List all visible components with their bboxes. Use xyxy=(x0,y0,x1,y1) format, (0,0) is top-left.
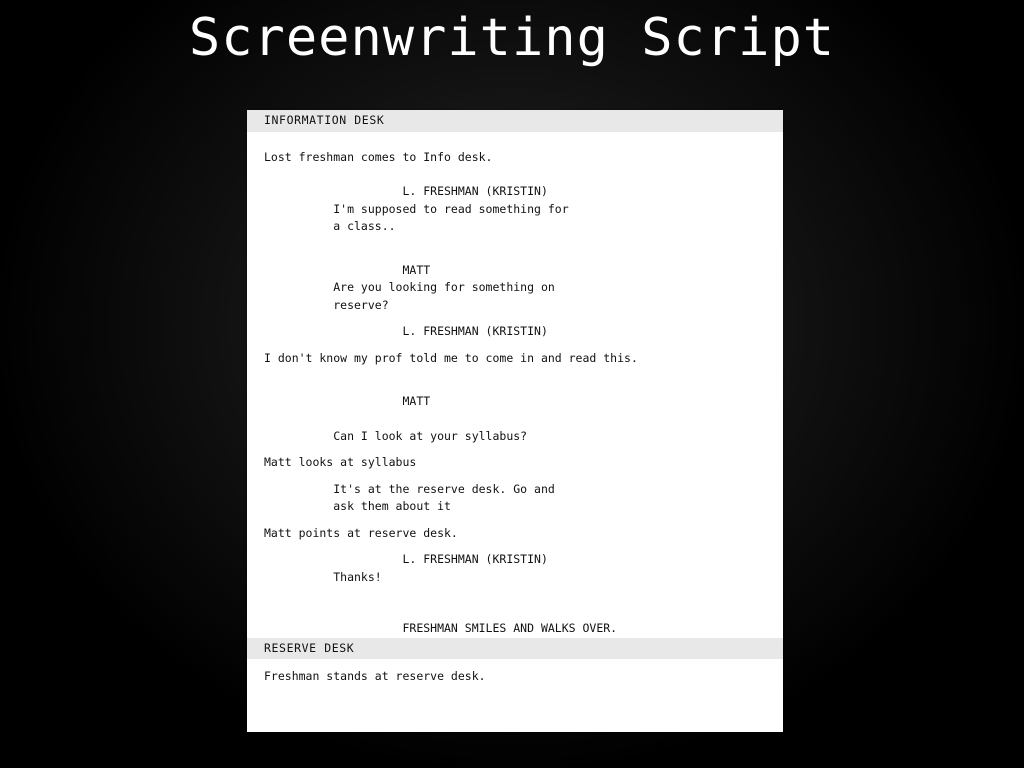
character-cue: FRESHMAN SMILES AND WALKS OVER. xyxy=(264,621,618,635)
spacer xyxy=(247,542,783,551)
character-cue: MATT xyxy=(264,262,431,277)
spacer xyxy=(247,341,783,350)
spacer xyxy=(247,472,783,481)
dialogue-line: It's at the reserve desk. Go and xyxy=(264,481,555,496)
character-cue: L. FRESHMAN (KRISTIN) xyxy=(264,552,548,566)
action-line: Matt points at reserve desk. xyxy=(264,525,458,540)
spacer xyxy=(247,132,783,149)
dialogue-line: reserve? xyxy=(264,297,389,312)
spacer xyxy=(247,445,783,454)
dialogue-line: Can I look at your syllabus? xyxy=(264,428,528,443)
dialogue-line: Thanks! xyxy=(264,569,382,584)
spacer xyxy=(247,253,783,262)
spacer xyxy=(247,367,783,384)
character-cue: L. FRESHMAN (KRISTIN) xyxy=(264,184,548,198)
dialogue-line: ask them about it xyxy=(264,499,451,513)
spacer xyxy=(247,314,783,323)
dialogue-line: a class.. xyxy=(264,219,396,233)
action-line: Lost freshman comes to Info desk. xyxy=(264,149,493,164)
scene-heading: RESERVE DESK xyxy=(247,638,783,660)
spacer xyxy=(247,384,783,393)
character-cue: L. FRESHMAN (KRISTIN) xyxy=(264,324,548,338)
spacer xyxy=(247,659,783,668)
action-line: Matt looks at syllabus xyxy=(264,455,417,469)
spacer xyxy=(247,586,783,603)
action-line: I don't know my prof told me to come in and read this. xyxy=(264,350,638,365)
spacer xyxy=(247,603,783,620)
dialogue-line: Are you looking for something on xyxy=(264,280,555,294)
dialogue-line: I'm supposed to read something for xyxy=(264,201,569,216)
character-cue: MATT xyxy=(264,394,431,408)
spacer xyxy=(247,236,783,253)
scene-heading: INFORMATION DESK xyxy=(247,110,783,132)
spacer xyxy=(247,411,783,428)
action-line: Freshman stands at reserve desk. xyxy=(264,669,486,683)
spacer xyxy=(247,516,783,525)
page-title: Screenwriting Script xyxy=(188,8,836,68)
script-document xyxy=(247,110,783,732)
spacer xyxy=(247,166,783,183)
